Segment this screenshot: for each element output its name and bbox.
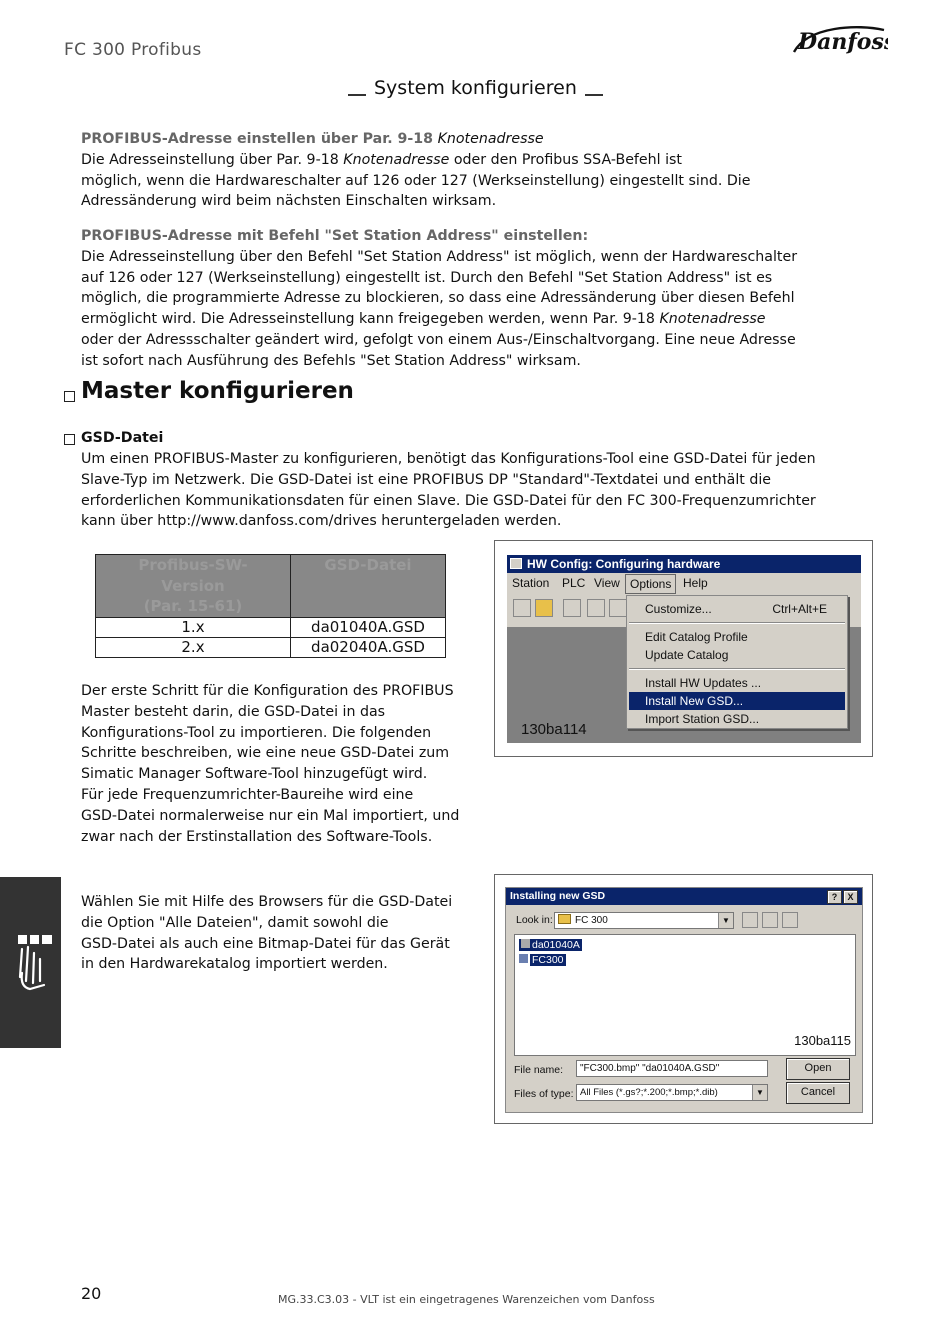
footer-text: MG.33.C3.03 - VLT ist ein eingetragenes Warenzeichen vom Danfoss [278, 1293, 655, 1306]
menu-item-import-station-gsd[interactable]: Import Station GSD... [645, 712, 760, 726]
figure-label: 130ba115 [794, 1033, 851, 1048]
open-button[interactable]: Open [786, 1058, 850, 1080]
cancel-button[interactable]: Cancel [786, 1082, 850, 1104]
file-type-label: Files of type: [514, 1088, 574, 1100]
paragraph-set-station-address: PROFIBUS-Adresse mit Befehl "Set Station Address" einstellen: Die Adresseinstellung über den Befehl "Set Station Address" ist möglich, wenn der Hardwareschalter auf 126 oder 127 (Werkseinstellung) eingestellt ist. Durch den Befehl "Set Station Address" ist es möglich, die programmierte Adresse zu blockieren, so dass eine Adressänderung über diesen Befehl ermöglicht wird. Die Adresseinstellung kann freigegeben werden, wenn Par. 9-18 Knotenadresse oder der Adressschalter geändert wird, gefolgt von einem Aus-/Einschaltvorgang. Eine neue Adresse ist sofort nach Ausführung des Befehls "Set Station Address" wirksam. [81, 228, 798, 369]
menu-item-customize[interactable]: Customize... Ctrl+Alt+E [645, 602, 827, 616]
paragraph-first-step: Der erste Schritt für die Konfiguration des PROFIBUS Master besteht darin, die GSD-Datei in das Konfigurations-Tool zu importieren. Die folgenden Schritte beschreiben, wie eine neue GSD-Datei zum Simatic Manager Software-Tool hinzugefügt wird. Für jede Frequenzumrichter-Baureihe wird eine GSD-Datei normalerweise nur ein Mal importiert, und zwar nach der Erstinstallation des Software-Tools. [81, 683, 460, 845]
table-cell-file: da01040A.GSD [291, 618, 446, 638]
paragraph-address-par: PROFIBUS-Adresse einstellen über Par. 9-18 Knotenadresse Die Adresseinstellung über Par. 9-18 Knotenadresse oder den Profibus SSA-Befehl ist möglich, wenn die Hardwareschalter auf 126 oder 127 (Werkseinstellung) eingestellt sind. Die Adressänderung wird beim nächsten Einschalten wirksam. [81, 131, 751, 210]
gsd-version-table [95, 554, 446, 658]
options-dropdown-menu [626, 595, 848, 729]
heading-gsd-datei: GSD-Datei [81, 430, 164, 446]
table-header-version: Profibus-SW- Version (Par. 15-61) [96, 555, 291, 618]
menu-item-install-hw-updates[interactable]: Install HW Updates ... [645, 676, 762, 690]
chevron-down-icon[interactable]: ▼ [718, 913, 733, 928]
new-folder-icon[interactable] [762, 912, 778, 928]
heading-master-konfigurieren: Master konfigurieren [81, 378, 354, 404]
look-in-label: Look in: [516, 914, 553, 926]
file-item[interactable]: FC300 [519, 954, 566, 966]
menu-item-update-catalog[interactable]: Update Catalog [645, 648, 729, 662]
dialog-titlebar: Installing new GSD ? X [506, 888, 862, 905]
open-folder-icon[interactable] [535, 599, 553, 617]
paragraph-gsd-intro: Um einen PROFIBUS-Master zu konfigurieren, benötigt das Konfigurations-Tool eine GSD-Datei für jeden Slave-Typ im Netzwerk. Die GSD-Datei ist eine PROFIBUS DP "Standard"-Textdatei und enthält die erforderlichen Kommunikationsdaten für einen Slave. Die GSD-Datei für den FC 300-Frequenzumrichter kann über http://www.danfoss.com/drives heruntergeladen werden. [81, 451, 816, 530]
page-number: 20 [81, 1284, 102, 1303]
close-button[interactable]: X [843, 890, 858, 904]
menu-item-edit-catalog-profile[interactable]: Edit Catalog Profile [645, 630, 748, 644]
hw-config-titlebar: HW Config: Configuring hardware [507, 555, 861, 573]
hw-config-menubar [507, 573, 861, 595]
table-cell-file: da02040A.GSD [291, 638, 446, 658]
chapter-side-tab [0, 877, 61, 1048]
figure-hw-config [494, 540, 873, 757]
table-cell-version: 1.x [96, 618, 291, 638]
print-icon[interactable] [609, 599, 627, 617]
view-menu-icon[interactable] [782, 912, 798, 928]
document-title: FC 300 Profibus [64, 40, 202, 60]
section-title: System konfigurieren [340, 77, 611, 99]
danfoss-logo [788, 22, 888, 62]
figure-label: 130ba114 [521, 721, 587, 738]
installing-gsd-dialog [505, 887, 863, 1113]
hand-pointer-icon [0, 877, 61, 1048]
help-button[interactable]: ? [827, 890, 842, 904]
paragraph-all-files: Wählen Sie mit Hilfe des Browsers für die GSD-Datei die Option "Alle Dateien", damit sowohl die GSD-Datei als auch eine Bitmap-Datei für das Gerät in den Hardwarekatalog importiert werden. [81, 894, 453, 973]
bitmap-file-icon [519, 954, 528, 963]
app-icon [510, 558, 522, 569]
menu-station[interactable]: Station [512, 576, 550, 590]
figure-installing-gsd [494, 874, 873, 1124]
folder-icon [558, 914, 571, 924]
menu-plc[interactable]: PLC [562, 576, 586, 590]
section-checkbox-icon [64, 391, 75, 402]
file-name-input[interactable]: "FC300.bmp" "da01040A.GSD" [576, 1060, 768, 1077]
table-cell-version: 2.x [96, 638, 291, 658]
menu-options[interactable]: Options [625, 574, 676, 594]
save-icon[interactable] [563, 599, 581, 617]
table-row [96, 638, 446, 658]
chevron-down-icon[interactable]: ▼ [752, 1085, 767, 1100]
table-row [96, 618, 446, 638]
menu-help[interactable]: Help [683, 576, 708, 590]
file-type-select[interactable]: All Files (*.gs?;*.200;*.bmp;*.dib) ▼ [576, 1084, 768, 1101]
gsd-file-icon [521, 939, 530, 948]
up-folder-icon[interactable] [742, 912, 758, 928]
svg-text:Danfoss: Danfoss [798, 29, 888, 55]
new-icon[interactable] [513, 599, 531, 617]
section-checkbox-icon [64, 434, 75, 445]
hw-config-window [507, 555, 861, 743]
menu-view[interactable]: View [594, 576, 620, 590]
file-item[interactable]: da01040A [519, 939, 582, 951]
look-in-select[interactable]: FC 300 ▼ [554, 912, 734, 929]
file-list[interactable] [514, 934, 856, 1056]
table-header-gsd-file: GSD-Datei [291, 555, 446, 618]
menu-item-install-new-gsd[interactable]: Install New GSD... [629, 692, 845, 710]
save-compile-icon[interactable] [587, 599, 605, 617]
file-name-label: File name: [514, 1064, 564, 1076]
